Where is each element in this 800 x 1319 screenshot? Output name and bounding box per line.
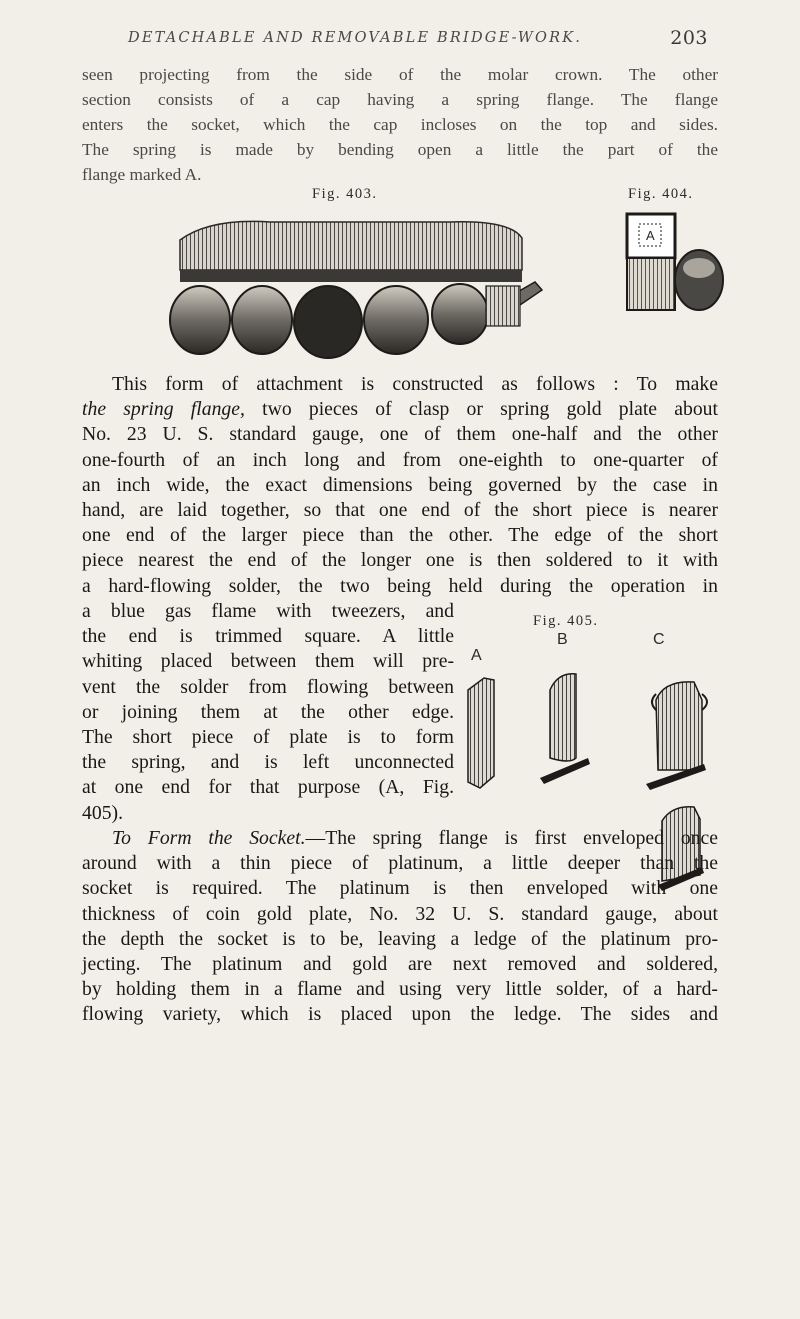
fig405-label-c: C	[653, 631, 665, 648]
main-line-21: socket is required. The platinum is then enveloped with one	[82, 877, 718, 900]
main-line-23: the depth the socket is to be, leaving a ledge of the platinum pro-	[82, 927, 718, 950]
intro-line-5: flange marked A.	[82, 165, 202, 184]
main-line-10: a blue gas flame with tweezers, and	[82, 600, 454, 622]
fig404-cap-illustration	[617, 208, 727, 318]
fig405-label-a: A	[471, 647, 482, 664]
main-line-14: or joining them at the other edge.	[82, 700, 454, 723]
page-number: 203	[670, 27, 708, 49]
fig404-caption: Fig. 404.	[628, 186, 694, 202]
intro-line-1: seen projecting from the side of the molar crown. The other	[82, 65, 718, 84]
fig404-label-a: A	[646, 228, 655, 243]
intro-line-4: The spring is made by bending open a little the part of the	[82, 140, 718, 159]
wrapped-paragraph	[82, 599, 454, 826]
socket-paragraph	[82, 826, 718, 1028]
intro-line-3: enters the socket, which the cap incloses on the top and sides.	[82, 115, 718, 134]
main-line-13: vent the solder from flowing between	[82, 675, 454, 698]
main-line-6: hand, are laid together, so that one end of the short piece is nearer	[82, 499, 718, 522]
main-line-1: This form of attachment is constructed as follows : To make	[112, 373, 718, 395]
main-line-3: No. 23 U. S. standard gauge, one of them one-half and the other	[82, 423, 718, 446]
main-line-16: the spring, and is left unconnected	[82, 751, 454, 774]
fig405-spring-flange-illustration	[458, 660, 728, 810]
main-line-2-italic: the spring flange,	[82, 398, 245, 421]
main-line-18: 405).	[82, 801, 124, 824]
main-line-7: one end of the larger piece than the other. The edge of the short	[82, 524, 718, 547]
main-line-11: the end is trimmed square. A little	[82, 625, 454, 648]
fig405-caption: Fig. 405.	[533, 613, 599, 629]
fig405-label-b: B	[557, 631, 568, 648]
intro-line-2: section consists of a cap having a spring flange. The flange	[82, 90, 718, 109]
main-line-19-rest: —The spring flange is first enveloped once	[305, 827, 718, 849]
fig403-caption: Fig. 403.	[312, 186, 378, 202]
main-line-17: at one end for that purpose (A, Fig.	[82, 776, 454, 799]
main-line-25: by holding them in a flame and using very little solder, of a hard-	[82, 978, 718, 1001]
main-line-2-rest: two pieces of clasp or spring gold plate about	[244, 398, 718, 421]
main-line-22: thickness of coin gold plate, No. 32 U. S. standard gauge, about	[82, 902, 718, 925]
main-line-26: flowing variety, which is placed upon the ledge. The sides and	[82, 1003, 718, 1026]
main-line-8: piece nearest the end of the longer one is then soldered to it with	[82, 549, 718, 572]
main-line-4: one-fourth of an inch long and from one-eighth to one-quarter of	[82, 448, 718, 471]
running-header	[128, 27, 708, 49]
main-line-12: whiting placed between them will pre-	[82, 650, 454, 673]
main-line-19-italic: To Form the Socket.	[112, 827, 306, 849]
fig403-bridge-illustration	[150, 210, 590, 360]
main-line-15: The short piece of plate is to form	[82, 726, 454, 749]
main-line-24: jecting. The platinum and gold are next removed and soldered,	[82, 953, 718, 976]
running-title: DETACHABLE AND REMOVABLE BRIDGE-WORK.	[128, 30, 583, 46]
main-line-2	[82, 397, 718, 422]
main-paragraph	[82, 372, 718, 599]
main-line-9: a hard-flowing solder, the two being held during the operation in	[82, 574, 718, 597]
main-line-20: around with a thin piece of platinum, a little deeper than the	[82, 852, 718, 875]
main-line-5: an inch wide, the exact dimensions being governed by the case in	[82, 473, 718, 496]
main-line-19	[82, 826, 718, 851]
